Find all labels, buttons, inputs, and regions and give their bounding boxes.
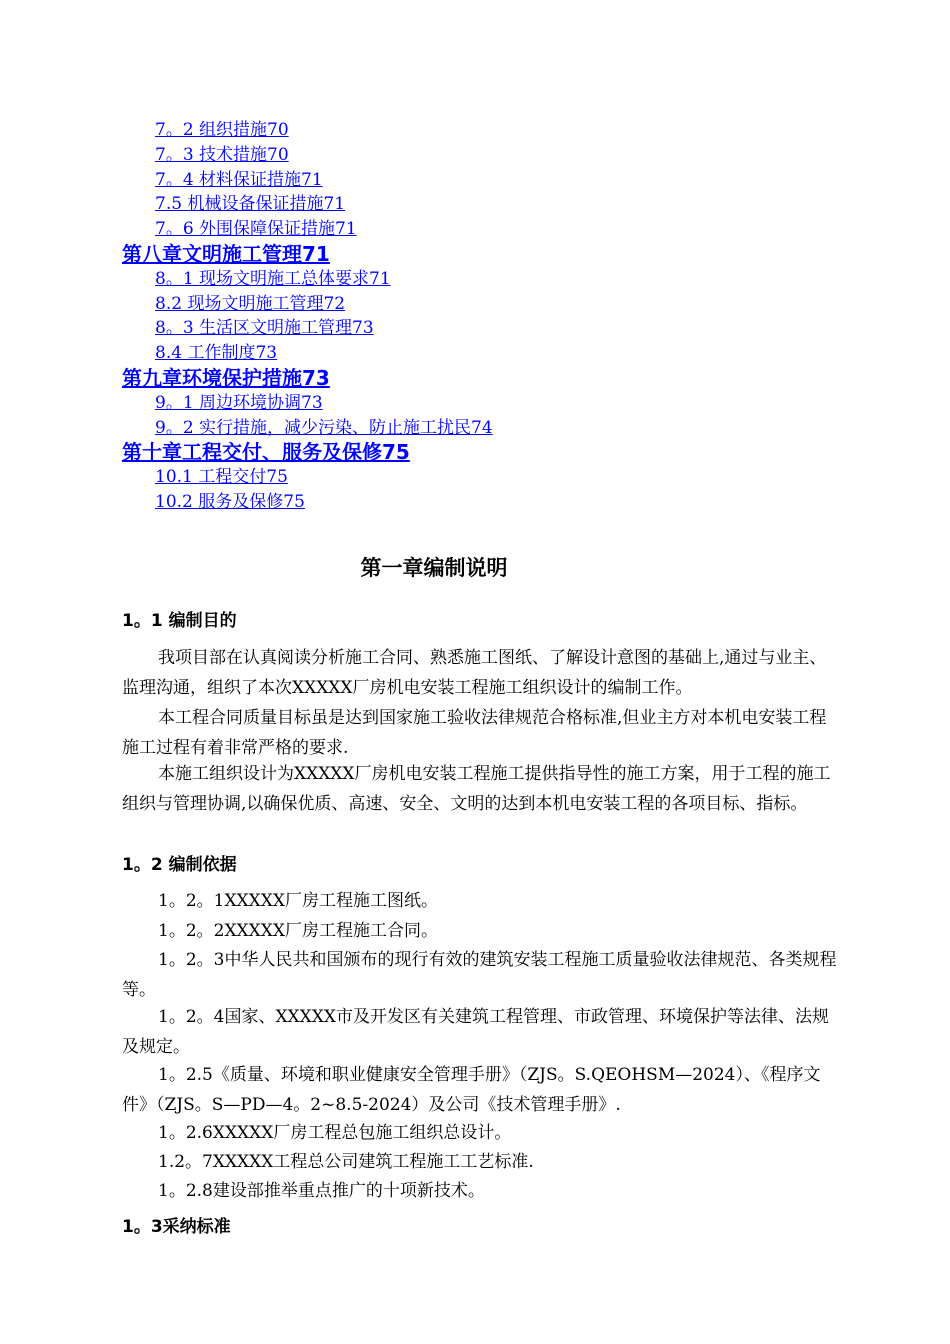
list-item: 1。2.5《质量、环境和职业健康安全管理手册》（ZJS。S.QEOHSM—2024）、《程序文件》（ZJS。S—PD—4。2~8.5-2024）及公司《技术管理手册》. (122, 1065, 821, 1115)
list-item: 1。2。3中华人民共和国颁布的现行有效的建筑安装工程施工质量验收法律规范、各类规程等。 (122, 950, 837, 1000)
toc-chapter-link[interactable]: 第九章环境保护措施73 (122, 365, 330, 390)
chapter-title: 第一章编制说明 (360, 556, 508, 580)
paragraph: 本施工组织设计为XXXXX厂房机电安装工程施工提供指导性的施工方案，用于工程的施工组织与管理协调,以确保优质、高速、安全、文明的达到本机电安装工程的各项目标、指标。 (122, 764, 831, 814)
section-heading: 1。1 编制目的 (122, 611, 237, 631)
toc-link[interactable]: 9。2 实行措施，减少污染、防止施工扰民74 (155, 417, 493, 438)
list-item: 1。2。1XXXXX厂房工程施工图纸。 (158, 891, 438, 911)
toc-link[interactable]: 7。2 组织措施70 (155, 120, 289, 140)
list-item: 1.2。7XXXXX工程总公司建筑工程施工工艺标准. (158, 1152, 534, 1172)
toc-link[interactable]: 7.5 机械设备保证措施71 (155, 194, 346, 215)
toc-link[interactable]: 8。3 生活区文明施工管理73 (155, 318, 374, 339)
paragraph: 我项目部在认真阅读分析施工合同、熟悉施工图纸、了解设计意图的基础上,通过与业主、监理沟通，组织了本次XXXXX厂房机电安装工程施工组织设计的编制工作。 (122, 648, 827, 698)
paragraph: 本工程合同质量目标虽是达到国家施工验收法律规范合格标准,但业主方对本机电安装工程施工过程有着非常严格的要求. (122, 708, 827, 758)
toc-link[interactable]: 7。3 技术措施70 (155, 144, 289, 165)
section-heading: 1。2 编制依据 (122, 855, 237, 875)
list-item: 1。2.8建设部推举重点推广的十项新技术。 (158, 1181, 485, 1201)
toc-chapter-link[interactable]: 第十章工程交付、服务及保修75 (122, 440, 410, 465)
toc-link[interactable]: 10.1 工程交付75 (155, 467, 288, 488)
section-heading: 1。3采纳标准 (122, 1217, 231, 1237)
toc-link[interactable]: 7。6 外围保障保证措施71 (155, 219, 357, 240)
toc-link[interactable]: 9。1 周边环境协调73 (155, 392, 323, 413)
toc-link[interactable]: 8.2 现场文明施工管理72 (155, 293, 346, 314)
toc-link[interactable]: 8.4 工作制度73 (155, 343, 278, 364)
toc-link[interactable]: 7。4 材料保证措施71 (155, 169, 323, 190)
toc-link[interactable]: 10.2 服务及保修75 (155, 491, 305, 512)
list-item: 1。2。2XXXXX厂房工程施工合同。 (158, 921, 438, 941)
toc-link[interactable]: 8。1 现场文明施工总体要求71 (155, 268, 391, 289)
table-of-contents (122, 118, 842, 515)
list-item: 1。2。4国家、XXXXX市及开发区有关建筑工程管理、市政管理、环境保护等法律、法规及规定。 (122, 1007, 829, 1057)
toc-chapter-link[interactable]: 第八章文明施工管理71 (122, 241, 330, 266)
list-item: 1。2.6XXXXX厂房工程总包施工组织总设计。 (158, 1123, 512, 1143)
